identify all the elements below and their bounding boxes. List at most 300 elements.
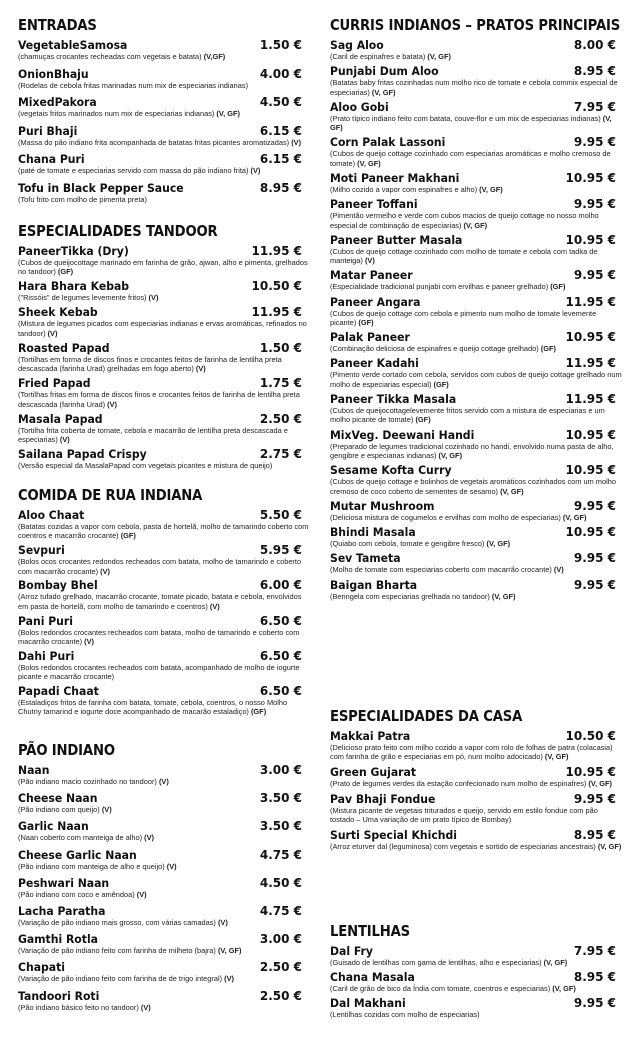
dietary-tags: (V) bbox=[553, 565, 564, 575]
description-text: (Estaladiços fritos de farinha com batata, tomate, cebola, coentros, o nosso Molho Chutny tamarind e iogurte doce acompanhado de macarão estaladiço) bbox=[18, 698, 288, 717]
dish-name: Bhindi Masala bbox=[330, 525, 416, 540]
dish-description bbox=[330, 539, 624, 548]
description-text: (Batatas cozidas a vapor com cebola, pasta de hortelã, molho de tamarindo coberto com coentros e macarrão crocante) bbox=[18, 522, 309, 541]
dish-description bbox=[330, 1010, 624, 1019]
menu-item-row bbox=[18, 412, 310, 426]
dish-name: Hara Bhara Kebab bbox=[18, 279, 130, 294]
dish-name: Aloo Gobi bbox=[330, 99, 389, 114]
dish-description bbox=[18, 1003, 310, 1012]
dish-name: Dahi Puri bbox=[18, 648, 75, 663]
dish-name: MixedPakora bbox=[18, 95, 97, 110]
menu-item-row bbox=[18, 38, 310, 52]
dish-price: 2.50 € bbox=[259, 411, 302, 426]
menu-item-row bbox=[330, 295, 624, 309]
dietary-tags: (V, GF) bbox=[562, 512, 587, 522]
dish-name: Naan bbox=[18, 763, 50, 777]
dish-description bbox=[330, 958, 624, 967]
menu-item-row bbox=[330, 135, 624, 149]
dish-description bbox=[18, 109, 310, 118]
dish-description bbox=[18, 890, 310, 899]
description-text: (Arroz eturver dal (leguminosa) com vegetais e sortido de especiarias ancestrais) bbox=[330, 841, 596, 851]
dish-description bbox=[330, 78, 624, 97]
dietary-tags: (V) bbox=[100, 566, 111, 576]
dietary-tags: (V) bbox=[364, 256, 375, 266]
dish-price: 10.95 € bbox=[565, 765, 616, 779]
menu-item-mixedpakora bbox=[18, 95, 310, 118]
dish-price: 10.95 € bbox=[565, 232, 616, 247]
dish-description bbox=[330, 842, 624, 851]
menu-item-row bbox=[18, 376, 310, 390]
menu-item-row bbox=[330, 356, 624, 370]
section-title: ESPECIALIDADES DA CASA bbox=[330, 707, 523, 725]
dish-description bbox=[18, 974, 310, 983]
dish-name: Tofu in Black Pepper Sauce bbox=[18, 180, 184, 195]
dish-name: Tandoori Roti bbox=[18, 988, 100, 1003]
dish-price: 2.75 € bbox=[259, 447, 302, 462]
dish-description bbox=[18, 833, 310, 842]
dietary-tags: (V, GF) bbox=[552, 984, 576, 994]
dish-name: Sag Aloo bbox=[330, 38, 384, 52]
dish-name: Makkai Patra bbox=[330, 729, 411, 743]
menu-item-row bbox=[330, 171, 624, 185]
menu-item-corn-palak-lassoni bbox=[330, 135, 624, 168]
dish-name: Dal Fry bbox=[330, 944, 373, 958]
dietary-tags: (V, GF) bbox=[500, 486, 524, 496]
dish-name: Bombay Bhel bbox=[18, 578, 98, 593]
dietary-tags: (V) bbox=[195, 364, 206, 374]
menu-item-masala-papad bbox=[18, 412, 310, 445]
dish-description bbox=[330, 477, 624, 496]
menu-item-row bbox=[330, 197, 624, 211]
menu-item-peshwari-naan bbox=[18, 876, 310, 899]
dietary-tags: (V, GF) bbox=[330, 113, 612, 133]
menu-item-paneertikka-dry bbox=[18, 244, 310, 277]
menu-item-bombay-bhel bbox=[18, 578, 310, 611]
description-text: (Quiabo com cebola, tomate e gengibre fresco) bbox=[330, 539, 485, 549]
menu-item-row bbox=[18, 960, 310, 974]
description-text: (Lentilhas cozidas com molho de especiarias) bbox=[330, 1010, 480, 1020]
dish-description bbox=[18, 258, 310, 277]
menu-item-sevpuri bbox=[18, 543, 310, 576]
menu-item-row bbox=[330, 792, 624, 806]
description-text: (Versão especial da MasalaPapad com vegetais picantes e mistura de queijo) bbox=[18, 461, 273, 471]
dish-description bbox=[18, 319, 310, 338]
menu-item-baigan-bharta bbox=[330, 578, 624, 601]
dish-description bbox=[18, 522, 310, 541]
description-text: (Delicioso prato feito com milho cozido a vapor com rolo de folhas de patra (colacasia) com farinha de grão e especiarias em pó, num molho adocicado) bbox=[330, 743, 613, 762]
dietary-tags: (GF) bbox=[120, 531, 136, 541]
dish-name: PaneerTikka (Dry) bbox=[18, 244, 129, 258]
menu-item-row bbox=[18, 684, 310, 698]
dish-price: 8.95 € bbox=[573, 827, 616, 842]
dietary-tags: (V, GF) bbox=[479, 185, 503, 195]
dish-price: 9.95 € bbox=[573, 498, 616, 513]
menu-item-row bbox=[18, 876, 310, 890]
dish-price: 6.50 € bbox=[259, 648, 302, 663]
dish-description bbox=[18, 628, 310, 647]
menu-item-makkai-patra bbox=[330, 729, 624, 762]
dietary-tags: (GF) bbox=[550, 282, 566, 292]
dish-price: 11.95 € bbox=[251, 244, 302, 258]
menu-item-vegetablesamosa bbox=[18, 38, 310, 61]
menu-item-chana-puri bbox=[18, 152, 310, 175]
dish-description bbox=[330, 282, 624, 291]
description-text: (Cubos de queijo cottage cozinhado com especiarias aromáticas e molho cremoso de tomate) bbox=[330, 149, 611, 168]
description-text: (Bolos ocos crocantes redondos recheados com batata, molho de tamarindo e coberto com macarrão crocante) bbox=[18, 557, 302, 576]
dish-price: 9.95 € bbox=[573, 791, 616, 806]
menu-item-tofu-in-black-pepper-sauce bbox=[18, 181, 310, 204]
description-text: (Pão indiano básico feito no tandoor) bbox=[18, 1002, 139, 1012]
menu-item-row bbox=[18, 819, 310, 833]
dish-name: Paneer Tikka Masala bbox=[330, 392, 457, 407]
dish-name: OnionBhaju bbox=[18, 66, 89, 81]
menu-item-paneer-tikka-masala bbox=[330, 392, 624, 425]
dish-description bbox=[18, 461, 310, 470]
dish-name: VegetableSamosa bbox=[18, 38, 128, 52]
section-title: ESPECIALIDADES TANDOOR bbox=[18, 222, 218, 240]
dish-name: Chana Masala bbox=[330, 970, 415, 985]
description-text: (Bolos redondos crocantes recheados com batata, molho de tamarindo e coberto com macarrão crocante) bbox=[18, 627, 300, 647]
menu-item-dahi-puri bbox=[18, 649, 310, 682]
menu-item-dal-fry bbox=[330, 944, 624, 967]
description-text: (paté de tomate e especiarias servido com massa do pão indiano frita) bbox=[18, 166, 249, 176]
dietary-tags: (V, GF) bbox=[597, 841, 622, 851]
dish-price: 3.50 € bbox=[259, 819, 302, 834]
dish-name: Cheese Garlic Naan bbox=[18, 847, 137, 862]
dish-name: Palak Paneer bbox=[330, 330, 410, 345]
dish-description bbox=[18, 918, 310, 927]
menu-item-row bbox=[330, 268, 624, 282]
dish-price: 11.95 € bbox=[565, 356, 616, 371]
dish-name: Sesame Kofta Curry bbox=[330, 463, 452, 478]
description-text: (Cubos de queijocottagelevemente fritos servido com a mistura de especiarias e um molho picante de tomate) bbox=[330, 406, 605, 425]
description-text: (Tortilhas em forma de discos finos e crocantes feitos de farinha de lentilha preta descascada (farinha Urad) grelhadas em fogo aberto) bbox=[18, 354, 282, 374]
dietary-tags: (V, GF) bbox=[491, 591, 516, 601]
dish-name: Chana Puri bbox=[18, 152, 85, 167]
menu-item-row bbox=[18, 848, 310, 862]
menu-item-gamthi-rotla bbox=[18, 932, 310, 955]
menu-item-row bbox=[18, 904, 310, 918]
dish-price: 10.95 € bbox=[565, 330, 616, 345]
dish-price: 10.95 € bbox=[565, 171, 616, 186]
dish-name: Paneer Angara bbox=[330, 294, 421, 309]
dietary-tags: (GF) bbox=[250, 707, 267, 717]
menu-item-tandoori-roti bbox=[18, 989, 310, 1012]
dish-name: Paneer Kadahi bbox=[330, 356, 419, 371]
dish-price: 9.95 € bbox=[573, 577, 616, 592]
dietary-tags: (V, GF) bbox=[438, 451, 463, 461]
dish-price: 4.75 € bbox=[259, 904, 302, 919]
dish-name: Pani Puri bbox=[18, 613, 73, 628]
dish-description bbox=[330, 370, 624, 389]
description-text: (Prato de legumes verdes da estação confecionado num molho de espinafres) bbox=[330, 779, 587, 788]
description-text: (Arroz tufado grelhado, macarrão crocante, tomate picado, batata e cebola, envolvidos em pasta de hortelã, com molho de tamarindo e coentros) bbox=[18, 592, 302, 611]
dish-name: Paneer Toffani bbox=[330, 197, 418, 212]
menu-item-aloo-gobi bbox=[330, 100, 624, 133]
dish-description bbox=[18, 557, 310, 576]
menu-item-garlic-naan bbox=[18, 819, 310, 842]
description-text: (Deliciosa mistura de cogumelos e ervilhas com molho de especiarias) bbox=[330, 512, 561, 522]
dish-description bbox=[18, 52, 310, 61]
menu-item-row bbox=[18, 763, 310, 777]
dish-price: 2.50 € bbox=[259, 988, 302, 1003]
menu-item-punjabi-dum-aloo bbox=[330, 64, 624, 97]
menu-item-row bbox=[18, 508, 310, 522]
dish-name: Sev Tameta bbox=[330, 551, 401, 566]
dish-price: 8.00 € bbox=[573, 38, 616, 52]
menu-item-row bbox=[330, 392, 624, 406]
section-title: CURRIS INDIANOS – PRATOS PRINCIPAIS bbox=[330, 16, 621, 34]
dish-name: Pav Bhaji Fondue bbox=[330, 791, 436, 806]
dish-name: Mutar Mushroom bbox=[330, 498, 435, 513]
dish-price: 8.95 € bbox=[259, 180, 302, 195]
dietary-tags: (V) bbox=[224, 974, 234, 984]
menu-item-paneer-toffani bbox=[330, 197, 624, 230]
menu-item-row bbox=[18, 614, 310, 628]
description-text: (Tortilhas fritas em forma de discos finos e crocantes feitos de farinha de lentilha preta descascada (farinha Urad) bbox=[18, 390, 300, 409]
menu-item-row bbox=[18, 279, 310, 293]
description-text: (Mistura picante de vegetais triturados e queijo, servido em estilo fondue com pão tostado – Uma variação de um prato típico de Bombay) bbox=[330, 805, 598, 824]
description-text: (chamuças crocantes recheadas com vegetais e batata) bbox=[18, 52, 202, 61]
menu-item-row bbox=[18, 447, 310, 461]
menu-item-row bbox=[330, 551, 624, 565]
dish-description bbox=[18, 862, 310, 871]
dish-price: 6.50 € bbox=[259, 684, 302, 699]
description-text: (vegetais fritos marinados num mix de especiarias indianas) bbox=[18, 109, 215, 119]
section-especialidades-tandoor bbox=[18, 222, 310, 473]
dish-description bbox=[330, 114, 624, 133]
dish-price: 10.50 € bbox=[251, 279, 302, 294]
dish-description bbox=[18, 390, 310, 409]
menu-item-row bbox=[330, 578, 624, 592]
dietary-tags: (V, GF) bbox=[463, 220, 488, 230]
menu-item-chapati bbox=[18, 960, 310, 983]
dish-price: 1.50 € bbox=[259, 38, 302, 52]
menu-item-sesame-kofta-curry bbox=[330, 463, 624, 496]
dietary-tags: (V, GF) bbox=[544, 752, 569, 762]
dish-name: Moti Paneer Makhani bbox=[330, 171, 460, 186]
dietary-tags: (V, GF) bbox=[371, 87, 396, 97]
dish-description bbox=[18, 663, 310, 682]
menu-item-bhindi-masala bbox=[330, 525, 624, 548]
dietary-tags: (V) bbox=[47, 328, 58, 338]
dish-description bbox=[18, 805, 310, 814]
dietary-tags: (V) bbox=[59, 435, 70, 445]
dish-description bbox=[330, 779, 624, 788]
menu-item-fried-papad bbox=[18, 376, 310, 409]
dish-price: 4.50 € bbox=[259, 875, 302, 890]
dish-price: 10.50 € bbox=[565, 729, 616, 743]
description-text: (Combinação deliciosa de espinafres e queijo cottage grelhado) bbox=[330, 344, 539, 354]
menu-item-row bbox=[18, 152, 310, 166]
description-text: (Cubos de queijo cottage e bolinhos de vegetais aromáticos cozinhados com um molho cremoso de coco coberto de sementes de sesamo) bbox=[330, 477, 616, 496]
dietary-tags: (V) bbox=[209, 601, 220, 611]
description-text: (Cubos de queijo cottage com cebola e pimento num molho de tomate levemente picante) bbox=[330, 308, 597, 328]
description-text: (Especialidade tradicional punjabi com ervilhas e paneer grelhado) bbox=[330, 282, 549, 292]
section-curris-indianos-pratos-principais bbox=[330, 16, 624, 604]
dish-description bbox=[18, 946, 310, 955]
dish-description bbox=[18, 592, 310, 611]
description-text: (Batatas baby fritas cozinhadas num molho rico de tomate e cebola commix especial de especiarias) bbox=[330, 78, 618, 97]
dish-price: 11.95 € bbox=[565, 392, 616, 407]
dietary-tags: (V) bbox=[250, 166, 261, 176]
dish-description bbox=[18, 698, 310, 717]
description-text: (Variação de pão indiano feito com farinha de milheto (bajra) bbox=[18, 946, 216, 956]
menu-item-lacha-paratha bbox=[18, 904, 310, 927]
menu-item-mutar-mushroom bbox=[330, 499, 624, 522]
menu-item-row bbox=[18, 649, 310, 663]
dish-description bbox=[330, 52, 624, 61]
menu-item-puri-bhaji bbox=[18, 124, 310, 147]
description-text: (Cubos de queijocottage marinado em farinha de grão, ajwan, alho e pimenta, grelhados no tandoor) bbox=[18, 258, 308, 277]
dietary-tags: (V) bbox=[144, 833, 154, 843]
dish-description bbox=[18, 166, 310, 175]
menu-item-row bbox=[330, 828, 624, 842]
dish-description bbox=[330, 592, 624, 601]
dish-price: 4.50 € bbox=[259, 95, 302, 110]
dietary-tags: (V) bbox=[166, 861, 177, 871]
dietary-tags: (V) bbox=[158, 777, 169, 786]
menu-item-row bbox=[18, 95, 310, 109]
dish-description bbox=[18, 195, 310, 204]
dish-description bbox=[18, 81, 310, 90]
dish-price: 3.00 € bbox=[259, 763, 302, 777]
dish-name: Baigan Bharta bbox=[330, 577, 418, 592]
menu-item-row bbox=[18, 543, 310, 557]
menu-item-row bbox=[18, 67, 310, 81]
section-title: PÃO INDIANO bbox=[18, 741, 115, 759]
menu-item-row bbox=[18, 932, 310, 946]
dish-name: Gamthi Rotla bbox=[18, 932, 99, 947]
dish-price: 3.00 € bbox=[259, 932, 302, 947]
dish-name: Dal Makhani bbox=[330, 996, 406, 1011]
section-especialidades-da-casa bbox=[330, 707, 624, 854]
description-text: (Beringela com especiarias grelhada no tandoor) bbox=[330, 591, 490, 601]
description-text: (Pão indiano com coco e amêndoa) bbox=[18, 889, 135, 899]
menu-item-hara-bhara-kebab bbox=[18, 279, 310, 302]
dish-name: Corn Palak Lassoni bbox=[330, 135, 446, 150]
menu-item-palak-paneer bbox=[330, 330, 624, 353]
dish-name: Lacha Paratha bbox=[18, 904, 106, 919]
dish-name: Punjabi Dum Aloo bbox=[330, 64, 439, 79]
dish-description bbox=[330, 806, 624, 825]
section-title: LENTILHAS bbox=[330, 922, 410, 940]
dish-name: Papadi Chaat bbox=[18, 684, 99, 699]
dietary-tags: (GF) bbox=[433, 379, 449, 389]
dish-price: 6.15 € bbox=[259, 152, 302, 167]
menu-item-row bbox=[330, 100, 624, 114]
dietary-tags: (V) bbox=[291, 137, 302, 147]
menu-item-row bbox=[18, 989, 310, 1003]
dish-description bbox=[330, 247, 624, 266]
dish-price: 6.00 € bbox=[259, 578, 302, 593]
description-text: (Tofu frito com molho de pimenta preta) bbox=[18, 194, 147, 204]
menu-item-row bbox=[18, 791, 310, 805]
menu-item-row bbox=[330, 499, 624, 513]
dietary-tags: (V) bbox=[148, 293, 159, 303]
description-text: (Pimentão vermelho e verde com cubos macios de queijo cottage no nosso molho especial de combinação de especiarias) bbox=[330, 211, 599, 230]
menu-item-pav-bhaji-fondue bbox=[330, 792, 624, 825]
dish-price: 5.95 € bbox=[259, 543, 302, 558]
description-text: (Caril de espinafres e batata) bbox=[330, 52, 426, 61]
dish-price: 10.95 € bbox=[565, 525, 616, 540]
dish-name: Surti Special Khichdi bbox=[330, 827, 458, 842]
dietary-tags: (V, GF) bbox=[357, 158, 381, 168]
menu-item-row bbox=[18, 181, 310, 195]
menu-item-paneer-butter-masala bbox=[330, 233, 624, 266]
dish-price: 2.50 € bbox=[259, 960, 302, 975]
menu-item-surti-special-khichdi bbox=[330, 828, 624, 851]
dish-price: 9.95 € bbox=[573, 996, 616, 1011]
dietary-tags: (GF) bbox=[415, 415, 431, 425]
section-entradas bbox=[18, 16, 310, 210]
menu-item-paneer-kadahi bbox=[330, 356, 624, 389]
description-text: (Pão indiano macio cozinhado no tandoor) bbox=[18, 777, 157, 786]
dish-name: MixVeg. Deewani Handi bbox=[330, 427, 475, 442]
dish-description bbox=[330, 565, 624, 574]
dish-price: 4.75 € bbox=[259, 847, 302, 862]
dish-price: 5.50 € bbox=[259, 508, 302, 522]
dish-name: Aloo Chaat bbox=[18, 508, 85, 522]
section-comida-de-rua-indiana bbox=[18, 486, 310, 719]
dish-description bbox=[330, 442, 624, 461]
description-text: (Variação de pão indiano feito com farinha de de trigo integral) bbox=[18, 974, 223, 984]
dietary-tags: (V) bbox=[136, 889, 147, 899]
dish-description bbox=[330, 984, 624, 993]
dish-price: 8.95 € bbox=[573, 970, 616, 985]
dish-price: 8.95 € bbox=[573, 64, 616, 79]
description-text: (Rodelas de cebola fritas marinadas num mix de especiarias indianas) bbox=[18, 80, 249, 90]
menu-item-row bbox=[330, 330, 624, 344]
dish-description bbox=[18, 293, 310, 302]
dish-description bbox=[330, 149, 624, 168]
dish-name: Masala Papad bbox=[18, 411, 103, 426]
menu-item-row bbox=[330, 233, 624, 247]
description-text: (Guisado de lentilhas com gama de lentilhas, alho e especiarias) bbox=[330, 958, 542, 967]
menu-item-papadi-chaat bbox=[18, 684, 310, 717]
menu-item-row bbox=[330, 970, 624, 984]
dish-description bbox=[330, 309, 624, 328]
menu-item-matar-paneer bbox=[330, 268, 624, 291]
dish-price: 1.50 € bbox=[259, 340, 302, 355]
dish-name: Paneer Butter Masala bbox=[330, 232, 463, 247]
description-text: (Milho cozido a vapor com espinafres e alho) bbox=[330, 185, 478, 195]
dietary-tags: (V, GF) bbox=[427, 52, 451, 61]
description-text: (Naan coberto com manteiga de alho) bbox=[18, 833, 143, 843]
dietary-tags: (V) bbox=[84, 637, 94, 647]
menu-item-cheese-naan bbox=[18, 791, 310, 814]
menu-item-sailana-papad-crispy bbox=[18, 447, 310, 470]
dish-price: 1.75 € bbox=[259, 376, 302, 391]
dish-price: 10.95 € bbox=[565, 427, 616, 442]
dish-price: 10.95 € bbox=[565, 463, 616, 478]
menu-item-row bbox=[330, 996, 624, 1010]
description-text: (Mistura de legumes picados com especiarias indianas e ervas aromáticas, refinados no tandoor) bbox=[18, 319, 307, 338]
menu-item-row bbox=[18, 341, 310, 355]
description-text: (Cubos de queijo cottage cozinhado com molho de tomate e cebola com tadka de manteiga) bbox=[330, 246, 598, 266]
description-text: (Massa do pão indiano frita acompanhada de batatas fritas picantes aromatizadas) bbox=[18, 137, 290, 147]
menu-item-naan bbox=[18, 763, 310, 786]
menu-item-roasted-papad bbox=[18, 341, 310, 374]
menu-item-row bbox=[18, 244, 310, 258]
dish-description bbox=[330, 344, 624, 353]
dish-price: 4.00 € bbox=[259, 66, 302, 81]
dish-name: Puri Bhaji bbox=[18, 123, 78, 138]
menu-item-chana-masala bbox=[330, 970, 624, 993]
dish-name: Matar Paneer bbox=[330, 268, 413, 283]
dish-price: 7.95 € bbox=[573, 99, 616, 114]
menu-item-row bbox=[330, 64, 624, 78]
